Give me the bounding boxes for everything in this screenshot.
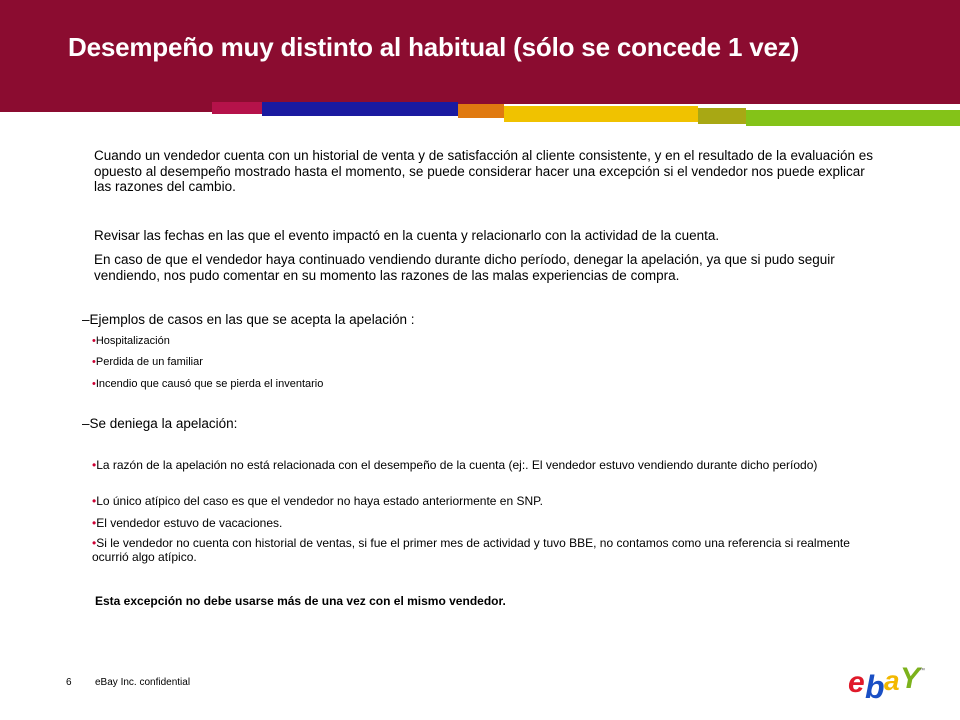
denied-item-text: Si le vendedor no cuenta con historial de ventas, si fue el primer mes de actividad y tuvo BBE, no contamos como una referencia si realmente ocurrió algo atípico.	[92, 536, 850, 564]
ebay-logo-icon	[846, 660, 926, 702]
denied-item-text: Lo único atípico del caso es que el vendedor no haya estado anteriormente en SNP.	[96, 494, 543, 508]
bullet-icon: •	[92, 356, 96, 368]
bullet-icon: •	[92, 335, 96, 347]
list-item	[92, 458, 882, 472]
list-item	[92, 494, 882, 508]
confidential-label: eBay Inc. confidential	[95, 677, 191, 688]
bullet-icon: •	[92, 536, 97, 550]
bullet-icon: •	[92, 494, 97, 508]
logo-trademark: ™	[919, 668, 925, 674]
slide-title: Desempeño muy distinto al habitual (sólo se concede 1 vez)	[68, 32, 800, 62]
denied-item-text: La razón de la apelación no está relacionada con el desempeño de la cuenta (ej:. El vendedor estuvo vendiendo durante dicho período)	[96, 458, 818, 472]
list-item	[92, 377, 882, 391]
list-item	[92, 334, 882, 348]
paragraph-review-dates: Revisar las fechas en las que el evento impactó en la cuenta y relacionarlo con la actividad de la cuenta.	[94, 228, 720, 243]
accepted-item-text: Incendio que causó que se pierda el inventario	[95, 378, 324, 390]
paragraph-intro: Cuando un vendedor cuenta con un historial de venta y de satisfacción al cliente consistente, y en el resultado de la evaluación es opuesto al desempeño mostrado hasta el momento, se puede considerar hacer una excepción si el vendedor nos puede explicar las razones del cambio.	[94, 148, 873, 194]
accepted-item-text: Hospitalización	[95, 335, 170, 347]
logo-letter-y: Y	[900, 662, 921, 695]
logo-letter-e: e	[848, 666, 865, 699]
list-item	[92, 355, 882, 369]
denied-heading: –Se deniega la apelación:	[82, 416, 238, 431]
bullet-icon: •	[92, 378, 96, 390]
page-number: 6	[66, 677, 72, 688]
paragraph-deny-case: En caso de que el vendedor haya continuado vendiendo durante dicho período, denegar la apelación, ya que si pudo seguir vendiendo, nos pudo comentar en su momento las razones de las malas experiencias de compra.	[94, 252, 835, 283]
bullet-icon: •	[92, 458, 97, 472]
accepted-heading: –Ejemplos de casos en las que se acepta la apelación :	[82, 312, 415, 327]
bullet-icon: •	[92, 516, 97, 530]
logo-letter-b: b	[865, 669, 885, 702]
accepted-item-text: Perdida de un familiar	[95, 356, 203, 368]
list-item	[92, 516, 882, 530]
denied-item-text: El vendedor estuvo de vacaciones.	[96, 516, 283, 530]
logo-letter-a: a	[884, 665, 900, 696]
closing-note: Esta excepción no debe usarse más de una vez con el mismo vendedor.	[95, 594, 506, 608]
list-item	[92, 536, 882, 564]
